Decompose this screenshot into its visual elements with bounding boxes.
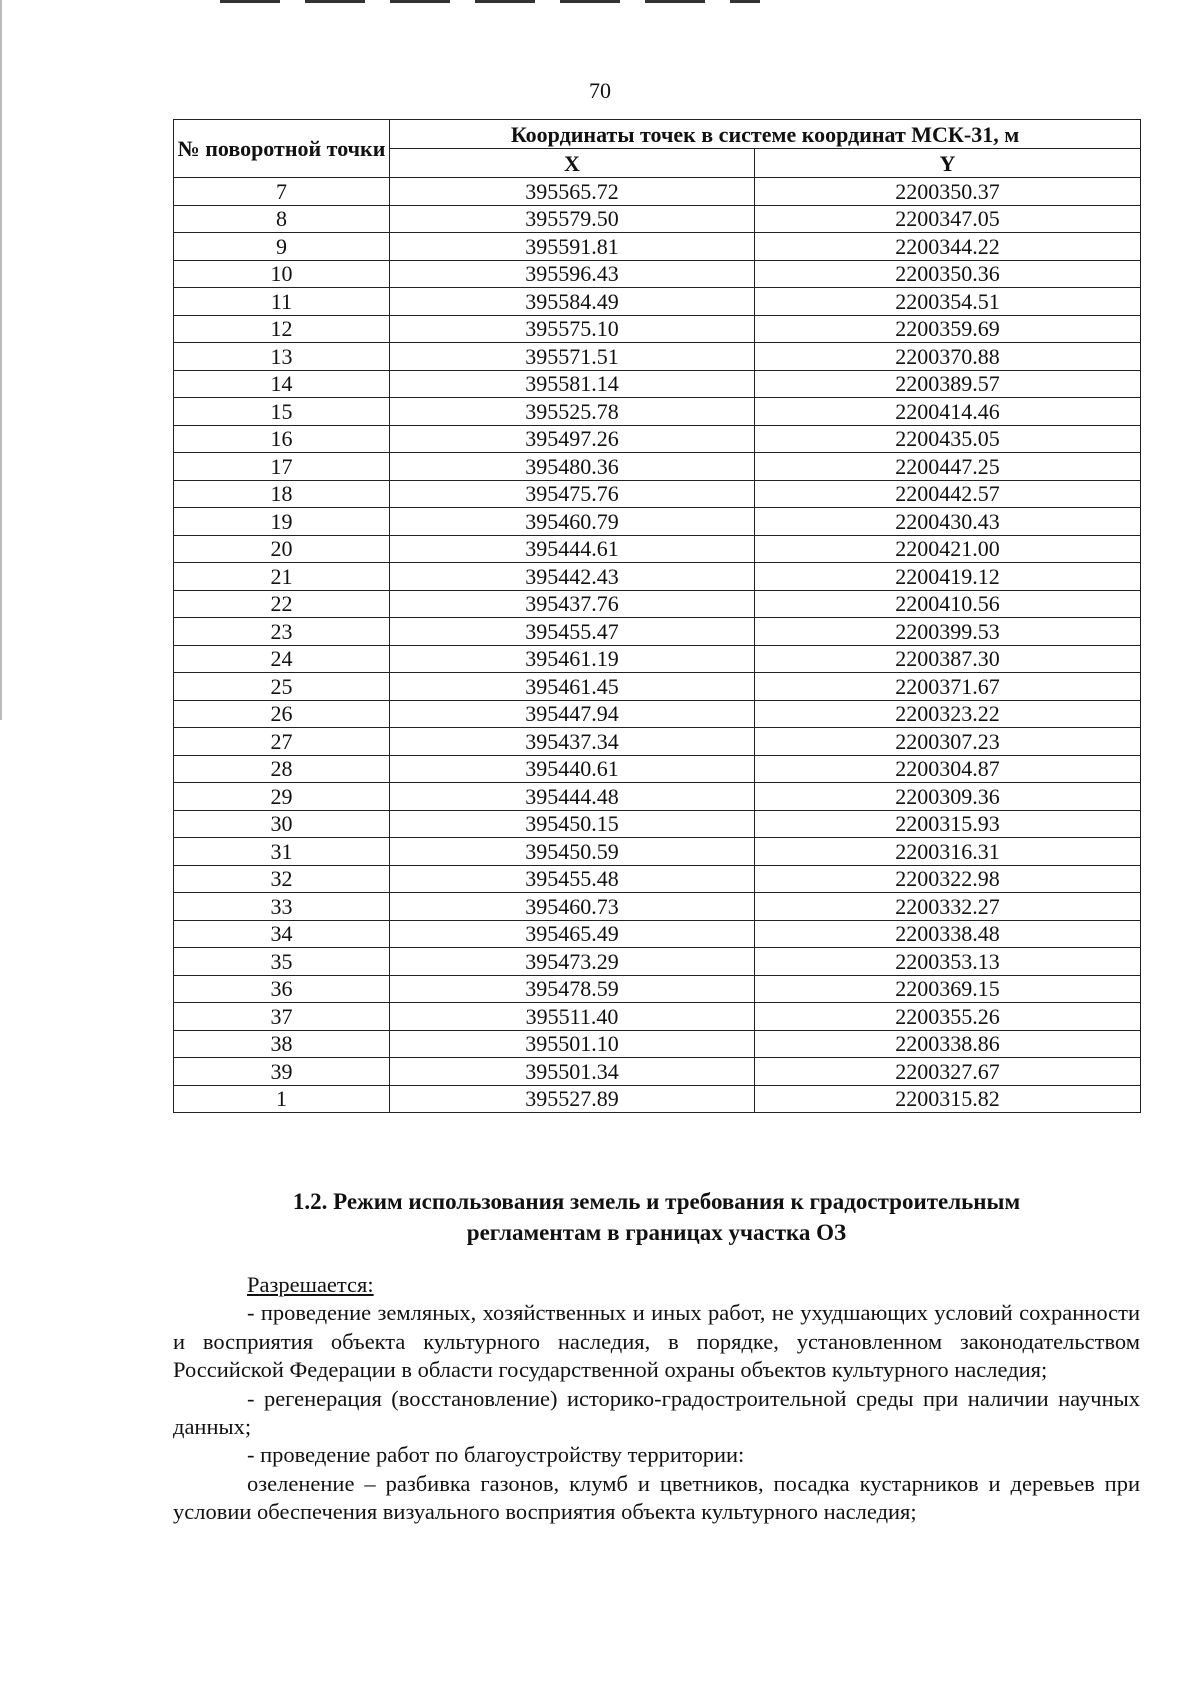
point-number-cell: 30 bbox=[174, 810, 390, 838]
x-coordinate-cell: 395501.10 bbox=[390, 1030, 755, 1058]
x-coordinate-cell: 395571.51 bbox=[390, 343, 755, 371]
table-row bbox=[174, 343, 1141, 371]
point-number-cell: 36 bbox=[174, 975, 390, 1003]
x-coordinate-cell: 395455.48 bbox=[390, 865, 755, 893]
point-number-cell: 28 bbox=[174, 755, 390, 783]
point-number-cell: 31 bbox=[174, 838, 390, 866]
table-row bbox=[174, 398, 1141, 426]
x-coordinate-cell: 395460.79 bbox=[390, 508, 755, 536]
table-row bbox=[174, 260, 1141, 288]
x-coordinate-cell: 395501.34 bbox=[390, 1058, 755, 1086]
table-row bbox=[174, 1085, 1141, 1113]
y-coordinate-cell: 2200315.82 bbox=[755, 1085, 1141, 1113]
table-row bbox=[174, 618, 1141, 646]
y-coordinate-cell: 2200435.05 bbox=[755, 425, 1141, 453]
y-coordinate-cell: 2200350.37 bbox=[755, 178, 1141, 206]
x-coordinate-cell: 395581.14 bbox=[390, 370, 755, 398]
y-coordinate-cell: 2200419.12 bbox=[755, 563, 1141, 591]
x-coordinate-cell: 395460.73 bbox=[390, 893, 755, 921]
point-number-cell: 12 bbox=[174, 315, 390, 343]
table-row bbox=[174, 810, 1141, 838]
table-row bbox=[174, 1030, 1141, 1058]
table-row bbox=[174, 425, 1141, 453]
point-number-cell: 22 bbox=[174, 590, 390, 618]
y-coordinate-cell: 2200307.23 bbox=[755, 728, 1141, 756]
x-coordinate-cell: 395525.78 bbox=[390, 398, 755, 426]
x-coordinate-cell: 395475.76 bbox=[390, 480, 755, 508]
scan-edge-shadow bbox=[0, 0, 2, 720]
x-coordinate-cell: 395444.48 bbox=[390, 783, 755, 811]
y-coordinate-cell: 2200338.48 bbox=[755, 920, 1141, 948]
y-coordinate-cell: 2200315.93 bbox=[755, 810, 1141, 838]
coordinates-table bbox=[173, 119, 1141, 1113]
table-row bbox=[174, 838, 1141, 866]
table-row bbox=[174, 673, 1141, 701]
x-coordinate-cell: 395461.19 bbox=[390, 645, 755, 673]
x-coordinate-cell: 395455.47 bbox=[390, 618, 755, 646]
x-coordinate-cell: 395465.49 bbox=[390, 920, 755, 948]
point-number-cell: 10 bbox=[174, 260, 390, 288]
table-row bbox=[174, 315, 1141, 343]
paragraph-regeneration: - регенерация (восстановление) историко-градостроительной среды при наличии научных данных; bbox=[173, 1385, 1140, 1440]
point-number-cell: 19 bbox=[174, 508, 390, 536]
point-number-cell: 24 bbox=[174, 645, 390, 673]
x-coordinate-cell: 395437.76 bbox=[390, 590, 755, 618]
y-coordinate-cell: 2200387.30 bbox=[755, 645, 1141, 673]
x-coordinate-cell: 395480.36 bbox=[390, 453, 755, 481]
x-coordinate-cell: 395565.72 bbox=[390, 178, 755, 206]
x-coordinate-cell: 395511.40 bbox=[390, 1003, 755, 1031]
table-row bbox=[174, 288, 1141, 316]
x-coordinate-cell: 395473.29 bbox=[390, 948, 755, 976]
header-coordinates-title: Координаты точек в системе координат МСК-31, м bbox=[390, 120, 1141, 149]
y-coordinate-cell: 2200350.36 bbox=[755, 260, 1141, 288]
x-coordinate-cell: 395450.15 bbox=[390, 810, 755, 838]
x-coordinate-cell: 395461.45 bbox=[390, 673, 755, 701]
y-coordinate-cell: 2200399.53 bbox=[755, 618, 1141, 646]
table-row bbox=[174, 975, 1141, 1003]
x-coordinate-cell: 395437.34 bbox=[390, 728, 755, 756]
allowed-label: Разрешается: bbox=[247, 1272, 374, 1297]
y-coordinate-cell: 2200414.46 bbox=[755, 398, 1141, 426]
scan-top-artifact bbox=[220, 0, 760, 3]
y-coordinate-cell: 2200355.26 bbox=[755, 1003, 1141, 1031]
x-coordinate-cell: 395575.10 bbox=[390, 315, 755, 343]
point-number-cell: 17 bbox=[174, 453, 390, 481]
section-body bbox=[173, 1271, 1140, 1527]
x-coordinate-cell: 395579.50 bbox=[390, 205, 755, 233]
point-number-cell: 29 bbox=[174, 783, 390, 811]
point-number-cell: 20 bbox=[174, 535, 390, 563]
y-coordinate-cell: 2200370.88 bbox=[755, 343, 1141, 371]
table-row bbox=[174, 535, 1141, 563]
point-number-cell: 23 bbox=[174, 618, 390, 646]
y-coordinate-cell: 2200332.27 bbox=[755, 893, 1141, 921]
table-row bbox=[174, 1058, 1141, 1086]
point-number-cell: 27 bbox=[174, 728, 390, 756]
x-coordinate-cell: 395527.89 bbox=[390, 1085, 755, 1113]
point-number-cell: 21 bbox=[174, 563, 390, 591]
point-number-cell: 15 bbox=[174, 398, 390, 426]
y-coordinate-cell: 2200389.57 bbox=[755, 370, 1141, 398]
table-row bbox=[174, 233, 1141, 261]
table-row bbox=[174, 783, 1141, 811]
point-number-cell: 38 bbox=[174, 1030, 390, 1058]
table-row bbox=[174, 563, 1141, 591]
y-coordinate-cell: 2200347.05 bbox=[755, 205, 1141, 233]
header-x: X bbox=[390, 149, 755, 178]
y-coordinate-cell: 2200359.69 bbox=[755, 315, 1141, 343]
y-coordinate-cell: 2200369.15 bbox=[755, 975, 1141, 1003]
point-number-cell: 9 bbox=[174, 233, 390, 261]
header-point-number: № поворотной точки bbox=[174, 120, 390, 178]
y-coordinate-cell: 2200327.67 bbox=[755, 1058, 1141, 1086]
y-coordinate-cell: 2200304.87 bbox=[755, 755, 1141, 783]
point-number-cell: 7 bbox=[174, 178, 390, 206]
paragraph-landscaping: - проведение работ по благоустройству территории: bbox=[247, 1442, 745, 1468]
y-coordinate-cell: 2200354.51 bbox=[755, 288, 1141, 316]
table-row bbox=[174, 948, 1141, 976]
table-row bbox=[174, 205, 1141, 233]
table-row bbox=[174, 1003, 1141, 1031]
section-heading bbox=[173, 1186, 1140, 1248]
x-coordinate-cell: 395440.61 bbox=[390, 755, 755, 783]
y-coordinate-cell: 2200353.13 bbox=[755, 948, 1141, 976]
y-coordinate-cell: 2200410.56 bbox=[755, 590, 1141, 618]
point-number-cell: 25 bbox=[174, 673, 390, 701]
point-number-cell: 33 bbox=[174, 893, 390, 921]
table-row bbox=[174, 508, 1141, 536]
y-coordinate-cell: 2200421.00 bbox=[755, 535, 1141, 563]
x-coordinate-cell: 395447.94 bbox=[390, 700, 755, 728]
x-coordinate-cell: 395591.81 bbox=[390, 233, 755, 261]
y-coordinate-cell: 2200316.31 bbox=[755, 838, 1141, 866]
y-coordinate-cell: 2200309.36 bbox=[755, 783, 1141, 811]
point-number-cell: 34 bbox=[174, 920, 390, 948]
table-row bbox=[174, 590, 1141, 618]
x-coordinate-cell: 395450.59 bbox=[390, 838, 755, 866]
y-coordinate-cell: 2200430.43 bbox=[755, 508, 1141, 536]
section-heading-line-1: 1.2. Режим использования земель и требования к градостроительным bbox=[292, 1189, 1021, 1214]
table-row bbox=[174, 865, 1141, 893]
coordinates-table-body bbox=[174, 178, 1141, 1113]
y-coordinate-cell: 2200447.25 bbox=[755, 453, 1141, 481]
paragraph-earthworks: - проведение земляных, хозяйственных и иных работ, не ухудшающих условий сохранности и восприятия объекта культурного наследия, в порядке, установленном законодательством Российской Федерации в области государственной охраны объектов культурного наследия; bbox=[173, 1300, 1140, 1383]
table-row bbox=[174, 453, 1141, 481]
point-number-cell: 26 bbox=[174, 700, 390, 728]
table-row bbox=[174, 700, 1141, 728]
point-number-cell: 32 bbox=[174, 865, 390, 893]
point-number-cell: 39 bbox=[174, 1058, 390, 1086]
table-row bbox=[174, 480, 1141, 508]
x-coordinate-cell: 395478.59 bbox=[390, 975, 755, 1003]
table-row bbox=[174, 755, 1141, 783]
point-number-cell: 35 bbox=[174, 948, 390, 976]
table-row bbox=[174, 370, 1141, 398]
y-coordinate-cell: 2200344.22 bbox=[755, 233, 1141, 261]
y-coordinate-cell: 2200442.57 bbox=[755, 480, 1141, 508]
point-number-cell: 11 bbox=[174, 288, 390, 316]
point-number-cell: 13 bbox=[174, 343, 390, 371]
x-coordinate-cell: 395497.26 bbox=[390, 425, 755, 453]
paragraph-greening: озеленение – разбивка газонов, клумб и цветников, посадка кустарников и деревьев при условии обеспечения визуального восприятия объекта культурного наследия; bbox=[173, 1470, 1140, 1525]
y-coordinate-cell: 2200323.22 bbox=[755, 700, 1141, 728]
point-number-cell: 18 bbox=[174, 480, 390, 508]
header-y: Y bbox=[755, 149, 1141, 178]
point-number-cell: 16 bbox=[174, 425, 390, 453]
table-row bbox=[174, 893, 1141, 921]
page-number: 70 bbox=[589, 78, 611, 103]
table-row bbox=[174, 728, 1141, 756]
x-coordinate-cell: 395596.43 bbox=[390, 260, 755, 288]
point-number-cell: 14 bbox=[174, 370, 390, 398]
y-coordinate-cell: 2200371.67 bbox=[755, 673, 1141, 701]
section-heading-line-2: регламентам в границах участка ОЗ bbox=[466, 1220, 847, 1245]
table-row bbox=[174, 920, 1141, 948]
y-coordinate-cell: 2200338.86 bbox=[755, 1030, 1141, 1058]
y-coordinate-cell: 2200322.98 bbox=[755, 865, 1141, 893]
table-row bbox=[174, 645, 1141, 673]
x-coordinate-cell: 395442.43 bbox=[390, 563, 755, 591]
x-coordinate-cell: 395584.49 bbox=[390, 288, 755, 316]
x-coordinate-cell: 395444.61 bbox=[390, 535, 755, 563]
point-number-cell: 37 bbox=[174, 1003, 390, 1031]
point-number-cell: 8 bbox=[174, 205, 390, 233]
point-number-cell: 1 bbox=[174, 1085, 390, 1113]
table-row bbox=[174, 178, 1141, 206]
